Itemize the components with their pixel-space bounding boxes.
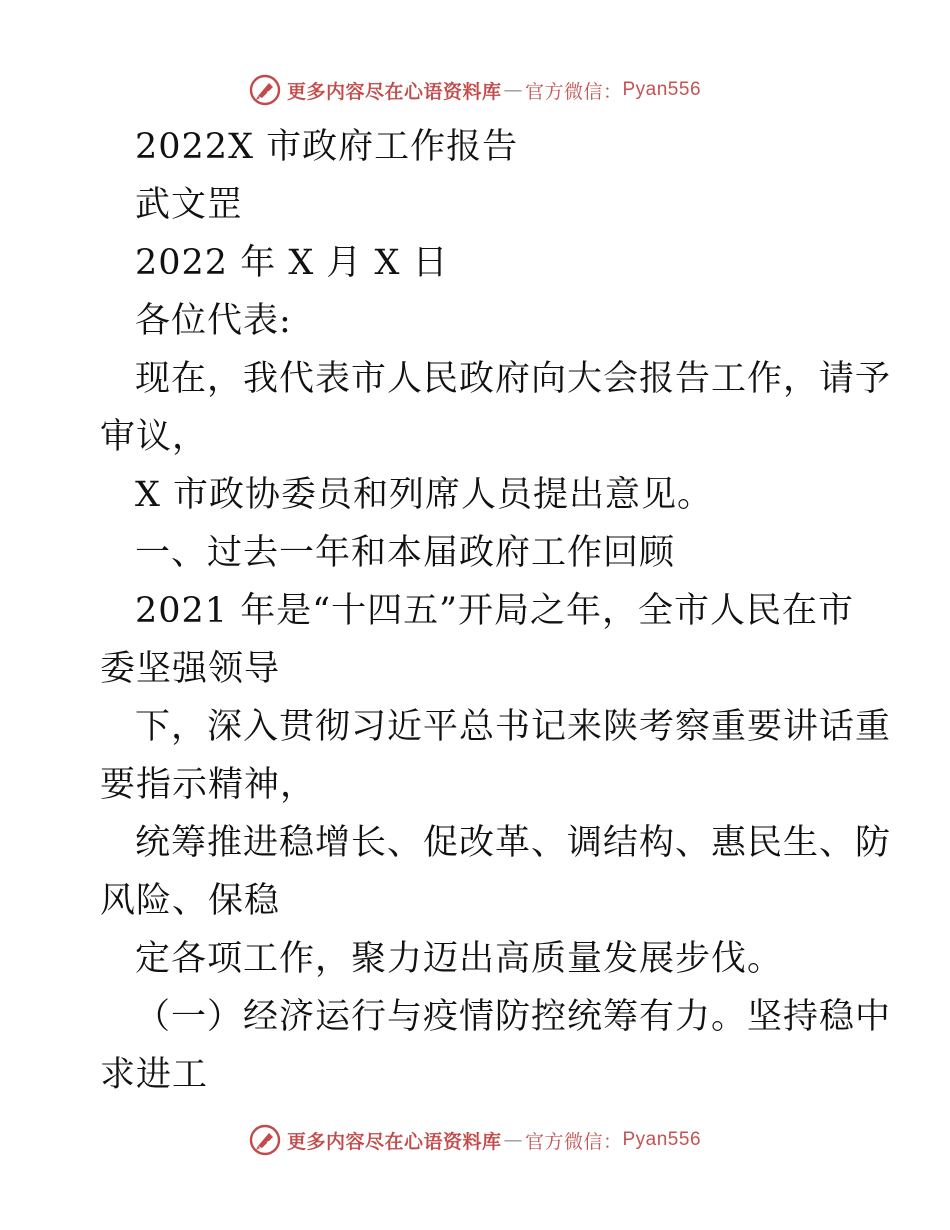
watermark-wechat-id: Pyan556 xyxy=(622,79,702,100)
doc-line: 风险、保稳 xyxy=(100,881,281,921)
pen-logo-icon xyxy=(249,74,281,106)
watermark-sub-text: 官方微信： xyxy=(524,1130,623,1153)
doc-line: 审议， xyxy=(100,417,209,457)
document-body xyxy=(100,118,892,1104)
watermark-main-text: 更多内容尽在心语资料库 xyxy=(286,80,502,103)
doc-line: 委坚强领导 xyxy=(100,649,281,689)
watermark-wechat-id: Pyan556 xyxy=(622,1129,702,1150)
pen-logo-icon xyxy=(249,1124,281,1156)
doc-line: 定各项工作，聚力迈出高质量发展步伐。 xyxy=(135,939,784,979)
doc-subsection-heading: （一）经济运行与疫情防控统筹有力。坚持稳中 xyxy=(135,997,892,1037)
doc-salutation: 各位代表: xyxy=(135,301,292,341)
watermark-main-text: 更多内容尽在心语资料库 xyxy=(286,1130,502,1153)
watermark-sub-text: 官方微信： xyxy=(524,80,623,103)
watermark-dash: — xyxy=(503,79,523,101)
doc-section-heading: 一、过去一年和本届政府工作回顾 xyxy=(135,533,676,573)
doc-line: 现在，我代表市人民政府向大会报告工作，请予 xyxy=(135,359,892,399)
watermark-dash: — xyxy=(503,1129,523,1151)
doc-line: 要指示精神， xyxy=(100,765,317,805)
doc-date: 2022 年 X 月 X 日 xyxy=(135,243,449,283)
doc-line: X 市政协委员和列席人员提出意见。 xyxy=(135,475,714,515)
doc-line: 求进工 xyxy=(100,1055,209,1095)
header-watermark xyxy=(0,70,950,110)
doc-line: 2021 年是“十四五”开局之年，全市人民在市 xyxy=(135,591,854,631)
doc-line: 下，深入贯彻习近平总书记来陕考察重要讲话重 xyxy=(135,707,892,747)
doc-title: 2022X 市政府工作报告 xyxy=(135,127,519,167)
doc-line: 统筹推进稳增长、促改革、调结构、惠民生、防 xyxy=(135,823,892,863)
footer-watermark xyxy=(0,1120,950,1160)
doc-author: 武文罡 xyxy=(135,185,244,225)
